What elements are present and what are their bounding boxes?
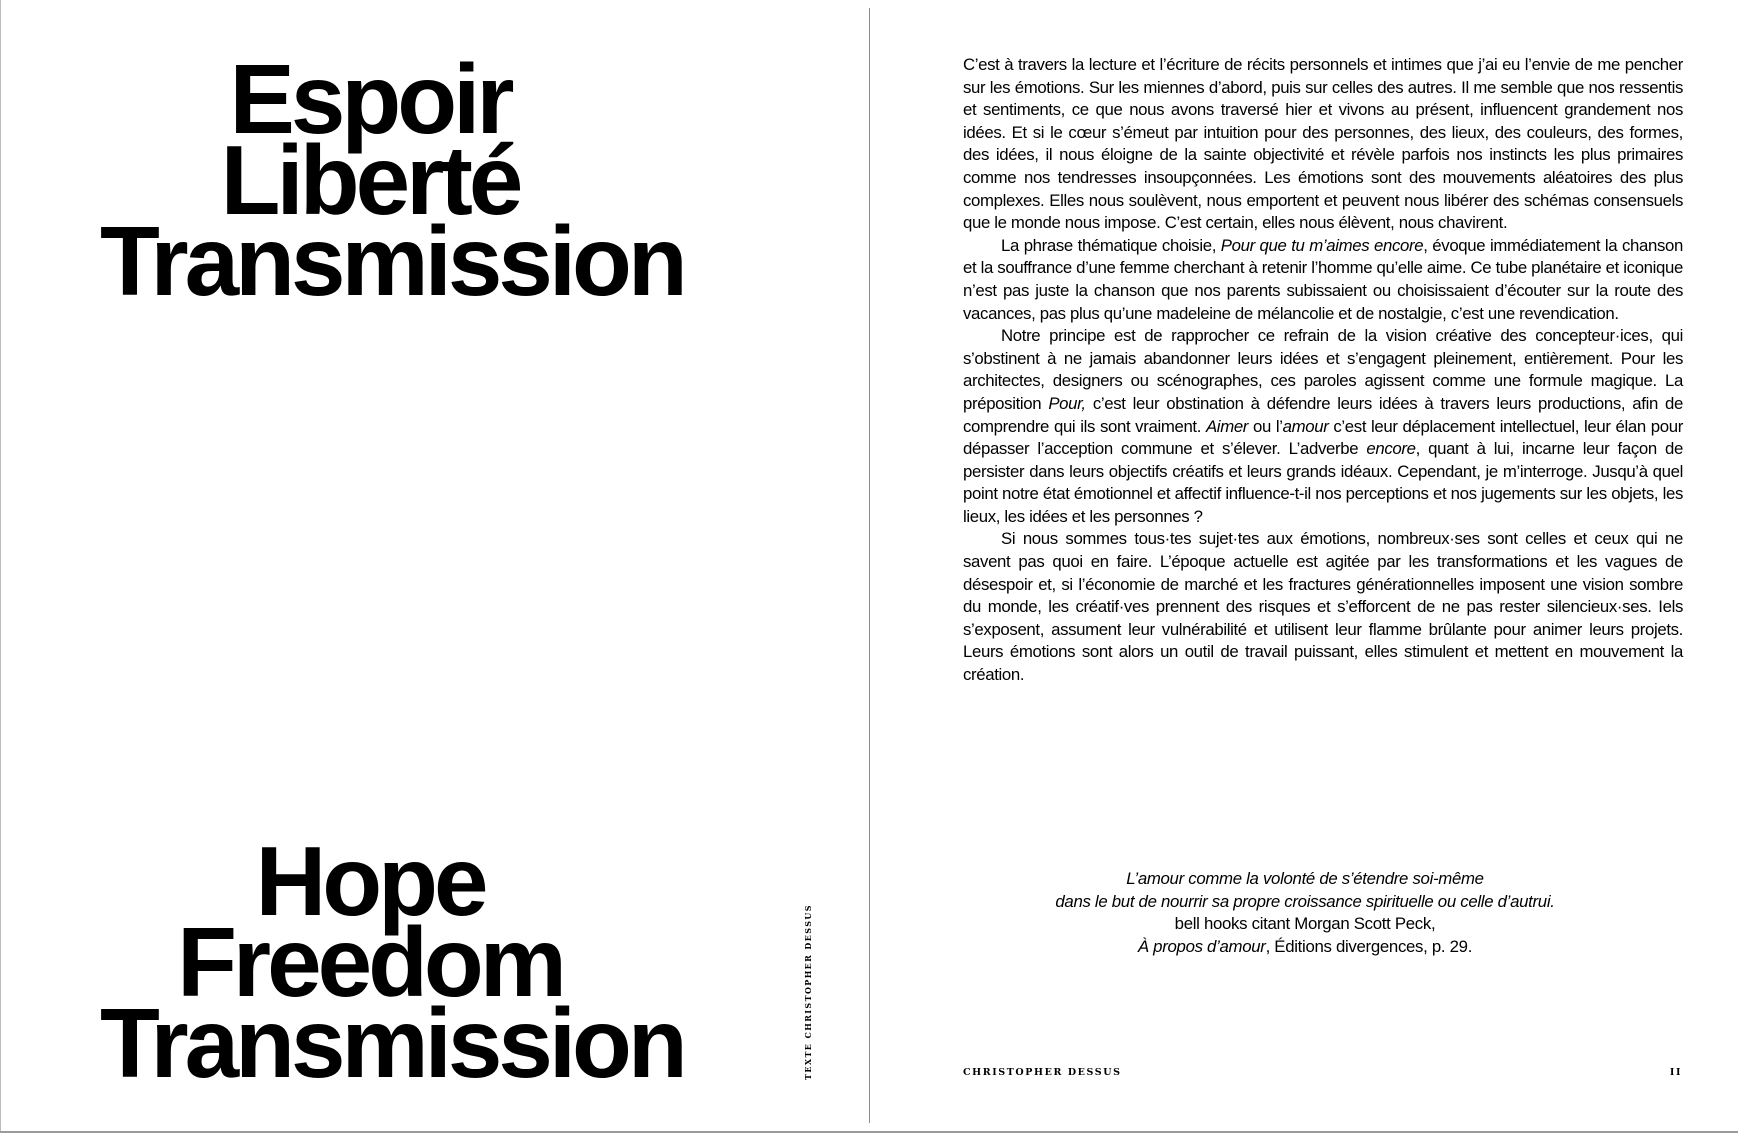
running-footer-author: CHRISTOPHER DESSUS — [963, 1067, 1122, 1078]
title-english-line: Transmission — [100, 988, 684, 1098]
essay-paragraph — [963, 54, 1683, 235]
essay-text: , quant à lui, incarne leur façon de persister dans leurs objectifs créatifs et leurs grands idéaux. Cependant, je m’interroge. Jusqu’à quel point notre état émotionnel et affectif influence-t-il nos perceptions et nos jugements sur les objets, les lieux, les idées et les personnes ? — [963, 439, 1684, 526]
quote-source-title: À propos d’amour — [1137, 936, 1266, 956]
title-french-line: Liberté — [220, 125, 520, 235]
quote-line: dans le but de nourrir sa propre croissance spirituelle ou celle d’autrui. — [1055, 891, 1555, 911]
essay-text: C’est à travers la lecture et l’écriture de récits personnels et intimes que j’ai eu l’envie de me pencher sur les émotions. Sur les miennes d’abord, puis sur celles des autres. Il me semble que nos ressentis et sentiments, ce que nous avons traversé hier et vivons au présent, influencent grandement nos idées. Et si le cœur s’émeut par intuition pour des personnes, des lieux, des couleurs, des formes, des idées, il nous éloigne de la sainte objectivité et révèle parfois nos instincts les plus primaires comme nos tendresses insoupçonnées. Les émotions sont des mouvements aléatoires des plus complexes. Elles nous soulèvent, nous emportent et peuvent nous libérer des schémas consensuels que le monde nous impose. C’est certain, elles nous élèvent, nous chavirent. — [963, 55, 1683, 233]
quote-source — [1000, 936, 1610, 959]
essay-text: Si nous sommes tous·tes sujet·tes aux émotions, nombreux·ses sont celles et ceux qui ne savent pas quoi en faire. L’époque actuelle est agitée par les transformations et les vagues de désespoir et, si l’économie de marché et les fractures générationnelles imposent une vision sombre du monde, les créatif·ves prennent des risques et s’efforcent de ne pas rester silencieux·ses. Iels s’exposent, assument leur vulnérabilité et utilisent leur flamme brûlante pour animer leurs projets. Leurs émotions sont alors un outil de travail puissant, elles stimulent et mettent en mouvement la création. — [963, 529, 1683, 685]
essay-text: ou l’ — [1248, 416, 1283, 436]
quote-attribution: bell hooks citant Morgan Scott Peck, — [1174, 914, 1436, 934]
quote-line: L’amour comme la volonté de s’étendre soi-même — [1126, 869, 1484, 888]
title-french-line: Transmission — [100, 206, 684, 316]
essay-emphasis: Pour, — [1048, 393, 1086, 413]
page-edge-left — [0, 0, 1, 1133]
essay-text: , évoque immédiatement la chanson et la souffrance d’une femme cherchant à retenir l’homme qu’elle aime. Ce tube planétaire et iconique n’est pas juste la chanson que nos parents subissaient ou choisissaient d’écouter sur la route des vacances, pas plus qu’une madeleine de mélancolie et de nostalgie, c’est une revendication. — [963, 235, 1683, 323]
title-french-line: Espoir — [229, 44, 511, 154]
essay-text: La phrase thématique choisie, — [1001, 235, 1221, 255]
title-english — [100, 826, 684, 1098]
title-english-line: Freedom — [177, 907, 563, 1017]
essay-paragraph — [963, 235, 1683, 325]
essay-emphasis: Pour que tu m’aimes encore — [1220, 235, 1424, 255]
essay-text: Notre principe est de rapprocher ce refrain de la vision créative des concepteur·ices, qui s’obstinent à ne jamais abandonner leurs idées et s’engagent pleinement, entièrement. Pour les architectes, designers ou scénographes, ces paroles agissent comme une formule magique. La préposition — [963, 326, 1683, 413]
title-english-line: Hope — [255, 826, 485, 936]
spread-gutter — [869, 8, 870, 1123]
essay-text: c’est leur déplacement intellectuel, leur élan pour dépasser l’acception commune et s’élever. L’adverbe — [963, 416, 1683, 459]
essay-emphasis: Aimer — [1205, 416, 1249, 436]
essay-emphasis: encore — [1366, 439, 1416, 459]
epigraph-quote — [1000, 868, 1610, 958]
page-number: II — [1669, 1067, 1682, 1078]
quote-source-details: , Éditions divergences, p. 29. — [1265, 936, 1473, 956]
essay-paragraph — [963, 528, 1683, 686]
title-french — [100, 44, 684, 316]
essay-paragraph — [963, 325, 1683, 528]
essay-emphasis: amour — [1282, 416, 1329, 436]
author-credit-vertical: TEXTE CHRISTOPHER DESSUS — [803, 904, 813, 1080]
essay-text: c’est leur obstination à défendre leurs idées à travers leurs productions, afin de comprendre qui ils sont vraiment. — [963, 393, 1683, 436]
essay-body — [963, 54, 1683, 687]
